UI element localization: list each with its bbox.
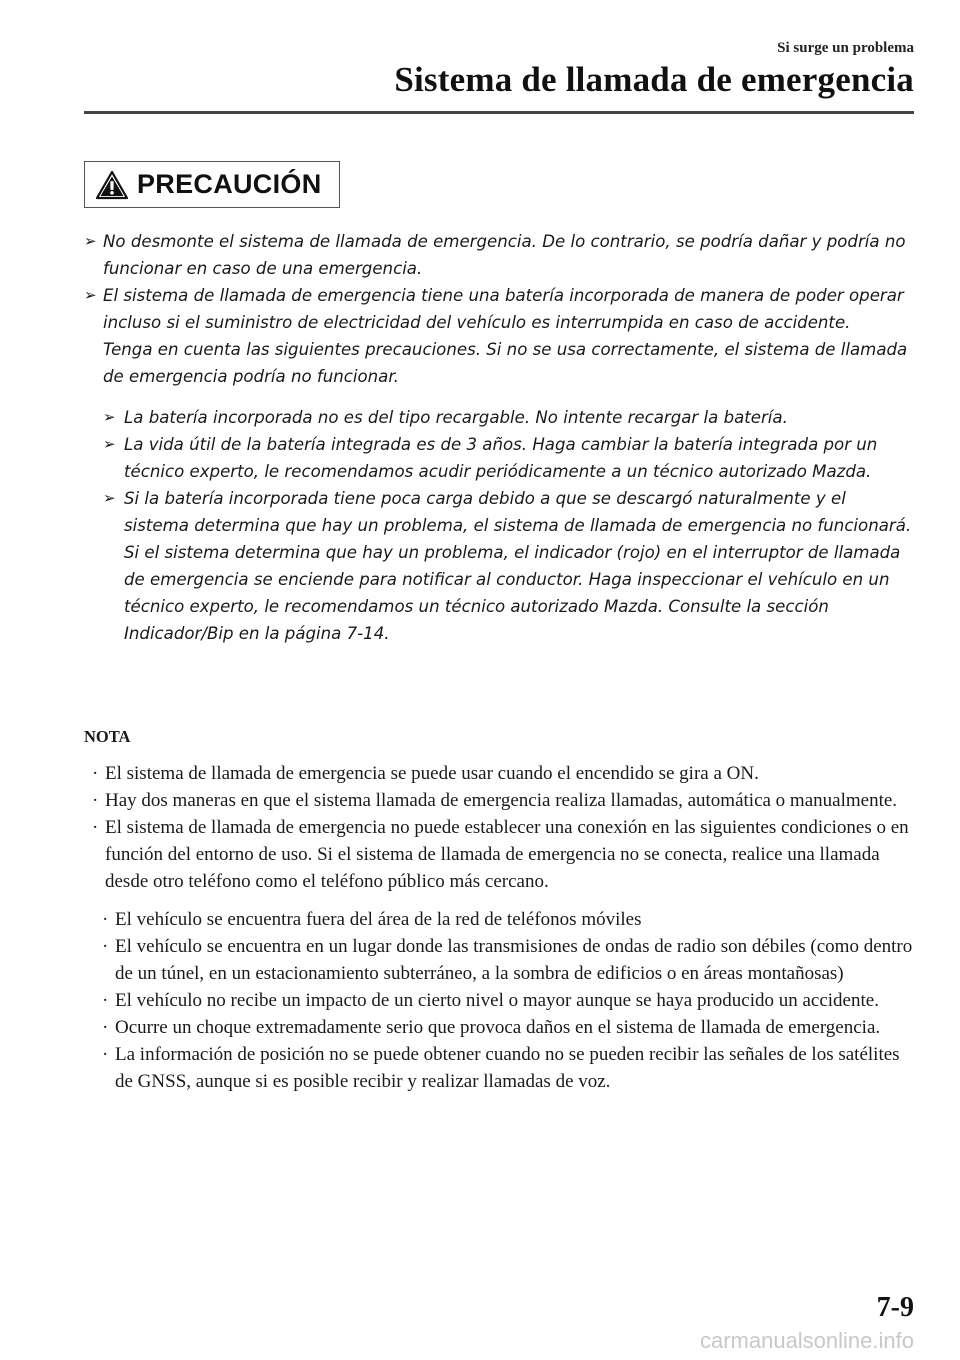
- note-item: [84, 760, 914, 787]
- arrow-bullet-icon: ➢: [103, 435, 116, 453]
- note-item-text: El sistema de llamada de emergencia se puede usar cuando el encendido se gira a ON.: [105, 763, 759, 784]
- note-sub-item-text: El vehículo se encuentra fuera del área de la red de teléfonos móviles: [115, 909, 642, 930]
- arrow-bullet-icon: ➢: [84, 232, 97, 250]
- caution-sub-item: [103, 431, 914, 485]
- note-sub-item: [94, 987, 914, 1014]
- dot-bullet-icon: ·: [102, 936, 109, 957]
- caution-sub-item: [103, 404, 914, 431]
- note-item: [84, 814, 914, 895]
- note-sub-item: [94, 1014, 914, 1041]
- caution-item: [84, 228, 914, 282]
- dot-bullet-icon: ·: [102, 1017, 109, 1038]
- caution-banner: [84, 161, 340, 208]
- caution-item-continuation: Tenga en cuenta las siguientes precauciones. Si no se usa correctamente, el sistema de llamada de emergencia podría no funcionar.: [103, 340, 908, 386]
- arrow-bullet-icon: ➢: [103, 408, 116, 426]
- note-sub-item-text: Ocurre un choque extremadamente serio que provoca daños en el sistema de llamada de emergencia.: [115, 1017, 881, 1038]
- section-label: Si surge un problema: [777, 40, 914, 56]
- arrow-bullet-icon: ➢: [103, 489, 116, 507]
- warning-icon: [95, 170, 129, 200]
- dot-bullet-icon: ·: [92, 790, 99, 811]
- dot-bullet-icon: ·: [102, 909, 109, 930]
- note-list: [84, 760, 914, 1095]
- header-divider: [84, 111, 914, 114]
- note-sub-item-text: El vehículo se encuentra en un lugar donde las transmisiones de ondas de radio son débiles (como dentro de un túnel, en un estacionamiento subterráneo, a la sombra de edificios o en áreas montañosas): [115, 936, 913, 984]
- note-sub-item-text: La información de posición no se puede obtener cuando no se pueden recibir las señales de los satélites de GNSS, aunque si es posible recibir y realizar llamadas de voz.: [115, 1044, 900, 1092]
- watermark: carmanualsonline.info: [699, 1328, 914, 1353]
- dot-bullet-icon: ·: [92, 763, 99, 784]
- caution-item-text: El sistema de llamada de emergencia tiene una batería incorporada de manera de poder operar incluso si el suministro de electricidad del vehículo es interrumpida en caso de accidente.: [103, 286, 904, 332]
- note-sub-item: [94, 906, 914, 933]
- caution-sub-item-text: La vida útil de la batería integrada es de 3 años. Haga cambiar la batería integrada por un técnico experto, le recomendamos acudir periódicamente a un técnico autorizado Mazda.: [124, 435, 878, 481]
- caution-list: [84, 228, 914, 647]
- caution-sub-list: [84, 404, 914, 647]
- page-number: 7-9: [876, 1292, 914, 1323]
- note-sub-item: [94, 1041, 914, 1095]
- note-sub-item: [94, 933, 914, 987]
- note-item: [84, 787, 914, 814]
- caution-label: PRECAUCIÓN: [137, 169, 322, 199]
- dot-bullet-icon: ·: [102, 990, 109, 1011]
- arrow-bullet-icon: ➢: [84, 286, 97, 304]
- caution-item: [84, 282, 914, 336]
- note-heading: NOTA: [84, 727, 131, 746]
- note-item-text: Hay dos maneras en que el sistema llamada de emergencia realiza llamadas, automática o manualmente.: [105, 790, 898, 811]
- note-item-text: El sistema de llamada de emergencia no puede establecer una conexión en las siguientes condiciones o en función del entorno de uso. Si el sistema de llamada de emergencia no se conecta, realice una llamada desde otro teléfono como el teléfono público más cercano.: [105, 817, 909, 892]
- page-title: Sistema de llamada de emergencia: [394, 60, 914, 99]
- caution-item-text: No desmonte el sistema de llamada de emergencia. De lo contrario, se podría dañar y podría no funcionar en caso de una emergencia.: [103, 232, 906, 278]
- note-sub-list: [84, 906, 914, 1095]
- note-sub-item-text: El vehículo no recibe un impacto de un cierto nivel o mayor aunque se haya producido un accidente.: [115, 990, 879, 1011]
- dot-bullet-icon: ·: [102, 1044, 109, 1065]
- dot-bullet-icon: ·: [92, 817, 99, 838]
- caution-sub-item-text: Si la batería incorporada tiene poca carga debido a que se descargó naturalmente y el sistema determina que hay un problema, el sistema de llamada de emergencia no funcionará. Si el sistema determina que hay un problema, el indicador (rojo) en el interruptor de llamada de emergencia se enciende para notificar al conductor. Haga inspeccionar el vehículo en un técnico experto, le recomendamos un técnico autorizado Mazda. Consulte la sección Indicador/Bip en la página 7-14.: [124, 489, 912, 643]
- caution-sub-item-text: La batería incorporada no es del tipo recargable. No intente recargar la batería.: [124, 408, 788, 427]
- caution-sub-item: [103, 485, 914, 647]
